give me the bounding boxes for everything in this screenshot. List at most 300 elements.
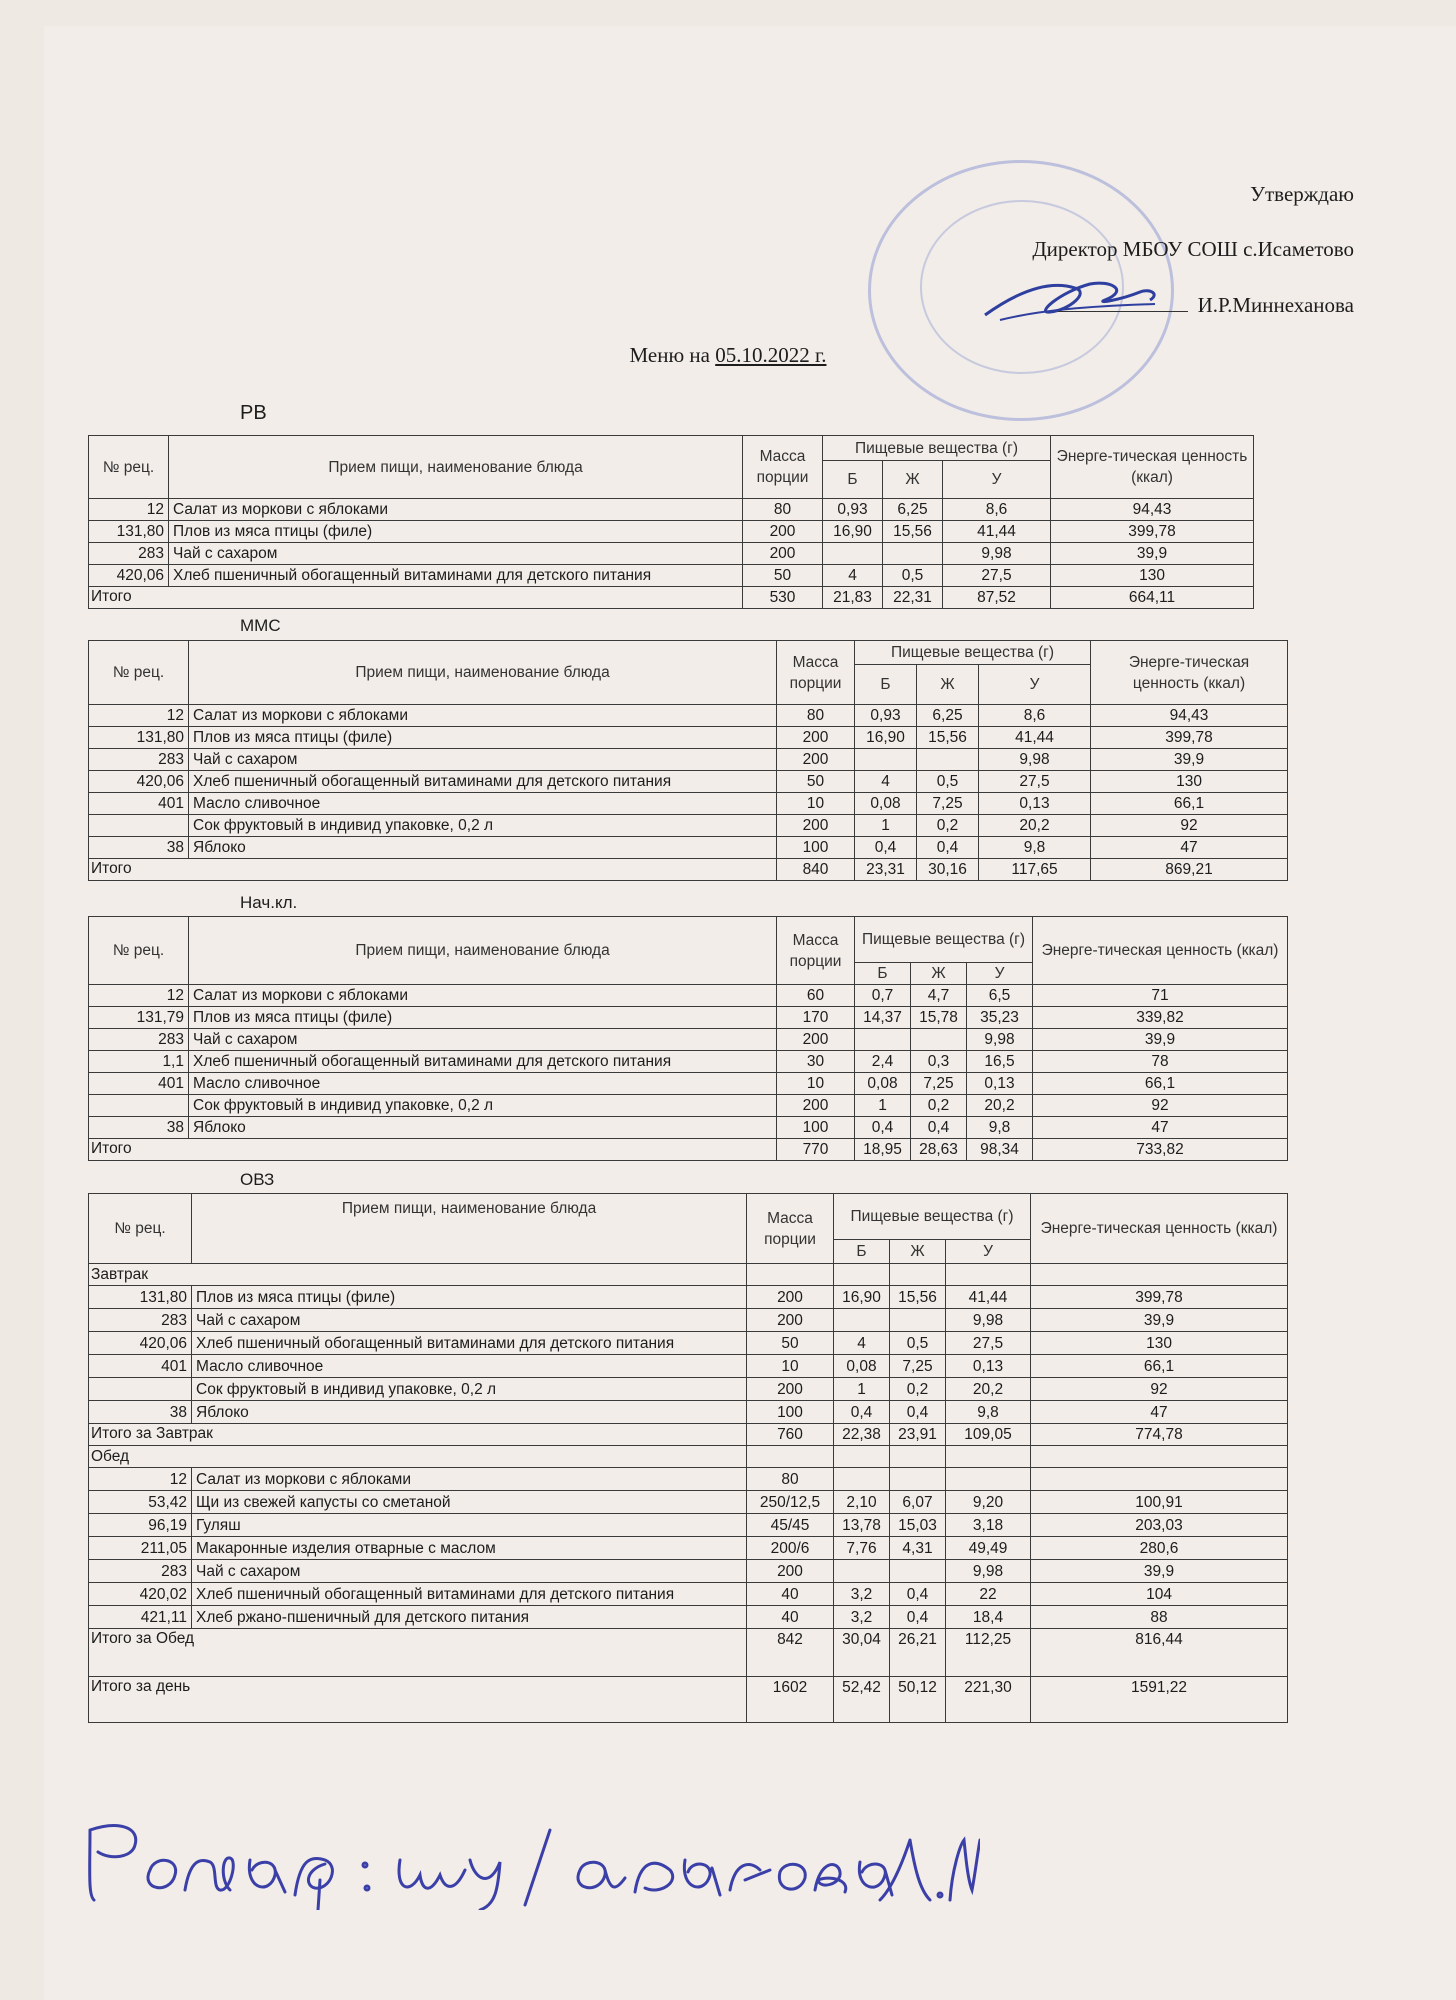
header-dish: Прием пищи, наименование блюда (189, 641, 777, 705)
approval-position: Директор МБОУ СОШ с.Исаметово (1032, 237, 1354, 261)
carbs-cell: 9,98 (946, 1560, 1031, 1583)
energy-cell: 92 (1031, 1378, 1288, 1401)
dish-name-cell: Чай с сахаром (192, 1560, 747, 1583)
protein-cell (855, 1029, 911, 1051)
total-row (89, 1629, 1288, 1677)
total-fat-cell: 26,21 (890, 1629, 946, 1677)
total-mass-cell: 842 (747, 1629, 834, 1677)
carbs-cell: 20,2 (946, 1378, 1031, 1401)
protein-cell: 0,4 (834, 1401, 890, 1424)
table-row (89, 1355, 1288, 1378)
total-label-cell: Итого за день (89, 1677, 747, 1723)
table-row (89, 1583, 1288, 1606)
recipe-number-cell: 420,06 (89, 565, 169, 587)
recipe-number-cell: 12 (89, 1468, 192, 1491)
table-row (89, 499, 1254, 521)
protein-cell: 14,37 (855, 1007, 911, 1029)
header-nutrients: Пищевые вещества (г) (823, 436, 1051, 461)
portion-mass-cell: 200 (777, 1095, 855, 1117)
header-b: Б (855, 665, 917, 705)
portion-mass-cell: 100 (777, 1117, 855, 1139)
menu-title (0, 343, 1456, 368)
fat-cell (890, 1309, 946, 1332)
header-mass: Масса порции (743, 436, 823, 499)
protein-cell (834, 1468, 890, 1491)
carbs-cell (946, 1468, 1031, 1491)
recipe-number-cell (89, 1095, 189, 1117)
energy-cell: 78 (1033, 1051, 1288, 1073)
director-name: И.Р.Миннеханова (1197, 293, 1354, 317)
energy-cell: 66,1 (1031, 1355, 1288, 1378)
carbs-cell: 27,5 (979, 771, 1091, 793)
table-row (89, 1514, 1288, 1537)
protein-cell: 1 (855, 1095, 911, 1117)
header-energy: Энерге-тическая ценность (ккал) (1031, 1194, 1288, 1264)
carbs-cell: 27,5 (946, 1332, 1031, 1355)
menu-table-rv (88, 435, 1254, 609)
fat-cell: 7,25 (911, 1073, 967, 1095)
table-row (89, 815, 1288, 837)
header-no: № рец. (89, 917, 189, 985)
table-row (89, 1095, 1288, 1117)
fat-cell (911, 1029, 967, 1051)
header-energy: Энерге-тическая ценность (ккал) (1051, 436, 1254, 499)
section-label-mms: ММС (240, 616, 281, 635)
carbs-cell: 8,6 (979, 705, 1091, 727)
carbs-cell: 18,4 (946, 1606, 1031, 1629)
protein-cell: 3,2 (834, 1583, 890, 1606)
recipe-number-cell: 38 (89, 1117, 189, 1139)
header-b: Б (823, 461, 883, 499)
portion-mass-cell: 200 (747, 1309, 834, 1332)
recipe-number-cell (89, 815, 189, 837)
table-row (89, 1073, 1288, 1095)
empty-cell (946, 1264, 1031, 1286)
dish-name-cell: Чай с сахаром (169, 543, 743, 565)
dish-name-cell: Хлеб пшеничный обогащенный витаминами для детского питания (192, 1583, 747, 1606)
carbs-cell: 9,8 (979, 837, 1091, 859)
energy-cell: 130 (1091, 771, 1288, 793)
protein-cell: 1 (834, 1378, 890, 1401)
fat-cell: 15,56 (917, 727, 979, 749)
protein-cell: 13,78 (834, 1514, 890, 1537)
fat-cell: 7,25 (917, 793, 979, 815)
cook-handwritten-signature (80, 1800, 980, 1910)
total-row (89, 859, 1288, 881)
dish-name-cell: Хлеб ржано-пшеничный для детского питания (192, 1606, 747, 1629)
total-protein-cell: 18,95 (855, 1139, 911, 1161)
protein-cell: 2,10 (834, 1491, 890, 1514)
dish-name-cell: Чай с сахаром (189, 1029, 777, 1051)
protein-cell: 16,90 (823, 521, 883, 543)
table-row (89, 1117, 1288, 1139)
portion-mass-cell: 100 (777, 837, 855, 859)
dish-name-cell: Плов из мяса птицы (филе) (189, 1007, 777, 1029)
recipe-number-cell: 283 (89, 1560, 192, 1583)
total-mass-cell: 770 (777, 1139, 855, 1161)
protein-cell: 3,2 (834, 1606, 890, 1629)
fat-cell (917, 749, 979, 771)
carbs-cell: 41,44 (943, 521, 1051, 543)
fat-cell: 0,5 (890, 1332, 946, 1355)
fat-cell: 0,4 (890, 1606, 946, 1629)
header-no: № рец. (89, 641, 189, 705)
energy-cell: 39,9 (1031, 1309, 1288, 1332)
empty-cell (1031, 1264, 1288, 1286)
total-mass-cell: 760 (747, 1424, 834, 1446)
carbs-cell: 9,8 (946, 1401, 1031, 1424)
energy-cell: 47 (1031, 1401, 1288, 1424)
portion-mass-cell: 40 (747, 1583, 834, 1606)
table-row (89, 1491, 1288, 1514)
header-mass: Масса порции (747, 1194, 834, 1264)
total-fat-cell: 50,12 (890, 1677, 946, 1723)
energy-cell: 39,9 (1031, 1560, 1288, 1583)
energy-cell: 94,43 (1051, 499, 1254, 521)
recipe-number-cell: 401 (89, 1073, 189, 1095)
dish-name-cell: Хлеб пшеничный обогащенный витаминами для детского питания (189, 1051, 777, 1073)
dish-name-cell: Чай с сахаром (189, 749, 777, 771)
carbs-cell: 3,18 (946, 1514, 1031, 1537)
portion-mass-cell: 200/6 (747, 1537, 834, 1560)
portion-mass-cell: 200 (777, 1029, 855, 1051)
portion-mass-cell: 200 (747, 1560, 834, 1583)
carbs-cell: 41,44 (979, 727, 1091, 749)
dish-name-cell: Масло сливочное (189, 1073, 777, 1095)
portion-mass-cell: 200 (747, 1378, 834, 1401)
total-protein-cell: 52,42 (834, 1677, 890, 1723)
energy-cell: 100,91 (1031, 1491, 1288, 1514)
empty-cell (890, 1264, 946, 1286)
portion-mass-cell: 30 (777, 1051, 855, 1073)
header-u: У (943, 461, 1051, 499)
empty-cell (834, 1264, 890, 1286)
dish-name-cell: Яблоко (189, 837, 777, 859)
header-energy: Энерге-тическая ценность (ккал) (1033, 917, 1288, 985)
carbs-cell: 0,13 (946, 1355, 1031, 1378)
carbs-cell: 22 (946, 1583, 1031, 1606)
recipe-number-cell: 283 (89, 749, 189, 771)
recipe-number-cell: 421,11 (89, 1606, 192, 1629)
portion-mass-cell: 40 (747, 1606, 834, 1629)
fat-cell: 7,25 (890, 1355, 946, 1378)
portion-mass-cell: 250/12,5 (747, 1491, 834, 1514)
protein-cell: 1 (855, 815, 917, 837)
dish-name-cell: Плов из мяса птицы (филе) (192, 1286, 747, 1309)
header-nutrients: Пищевые вещества (г) (855, 641, 1091, 665)
table-row (89, 1051, 1288, 1073)
energy-cell: 92 (1091, 815, 1288, 837)
carbs-cell: 9,98 (946, 1309, 1031, 1332)
total-fat-cell: 30,16 (917, 859, 979, 881)
header-zh: Ж (890, 1240, 946, 1264)
energy-cell: 94,43 (1091, 705, 1288, 727)
total-label-cell: Итого за Завтрак (89, 1424, 747, 1446)
table-row (89, 543, 1254, 565)
fat-cell: 0,2 (917, 815, 979, 837)
header-b: Б (834, 1240, 890, 1264)
portion-mass-cell: 50 (743, 565, 823, 587)
total-mass-cell: 530 (743, 587, 823, 609)
recipe-number-cell: 131,80 (89, 727, 189, 749)
protein-cell: 4 (823, 565, 883, 587)
empty-cell (946, 1446, 1031, 1468)
carbs-cell: 49,49 (946, 1537, 1031, 1560)
protein-cell: 0,08 (855, 1073, 911, 1095)
total-row (89, 1139, 1288, 1161)
portion-mass-cell: 60 (777, 985, 855, 1007)
dish-name-cell: Сок фруктовый в индивид упаковке, 0,2 л (189, 815, 777, 837)
total-protein-cell: 30,04 (834, 1629, 890, 1677)
energy-cell: 130 (1051, 565, 1254, 587)
protein-cell: 16,90 (834, 1286, 890, 1309)
protein-cell: 2,4 (855, 1051, 911, 1073)
header-u: У (967, 963, 1033, 985)
table-row (89, 1286, 1288, 1309)
protein-cell: 0,4 (855, 837, 917, 859)
section-label-rv: РВ (240, 402, 267, 424)
empty-cell (1031, 1446, 1288, 1468)
energy-cell: 203,03 (1031, 1514, 1288, 1537)
dish-name-cell: Яблоко (189, 1117, 777, 1139)
dish-name-cell: Яблоко (192, 1401, 747, 1424)
energy-cell: 88 (1031, 1606, 1288, 1629)
protein-cell: 4 (834, 1332, 890, 1355)
carbs-cell: 9,8 (967, 1117, 1033, 1139)
table-row (89, 1309, 1288, 1332)
table-row (89, 1007, 1288, 1029)
table-row (89, 793, 1288, 815)
total-fat-cell: 22,31 (883, 587, 943, 609)
dish-name-cell: Плов из мяса птицы (филе) (189, 727, 777, 749)
portion-mass-cell: 200 (777, 815, 855, 837)
menu-date: 05.10.2022 г. (715, 343, 827, 367)
energy-cell: 66,1 (1091, 793, 1288, 815)
recipe-number-cell: 38 (89, 1401, 192, 1424)
total-energy-cell: 664,11 (1051, 587, 1254, 609)
carbs-cell: 9,98 (979, 749, 1091, 771)
recipe-number-cell: 283 (89, 1309, 192, 1332)
approval-title: Утверждаю (1250, 182, 1354, 206)
header-nutrients: Пищевые вещества (г) (834, 1194, 1031, 1240)
header-no: № рец. (89, 1194, 192, 1264)
table-row (89, 727, 1288, 749)
approval-signature-line (1058, 293, 1354, 318)
fat-cell: 0,5 (917, 771, 979, 793)
energy-cell: 71 (1033, 985, 1288, 1007)
meal-subheader-row (89, 1446, 1288, 1468)
table-row (89, 521, 1254, 543)
protein-cell (823, 543, 883, 565)
recipe-number-cell: 1,1 (89, 1051, 189, 1073)
recipe-number-cell: 53,42 (89, 1491, 192, 1514)
header-energy: Энерге-тическая ценность (ккал) (1091, 641, 1288, 705)
protein-cell: 0,08 (855, 793, 917, 815)
total-carbs-cell: 221,30 (946, 1677, 1031, 1723)
total-carbs-cell: 98,34 (967, 1139, 1033, 1161)
carbs-cell: 9,98 (943, 543, 1051, 565)
recipe-number-cell: 131,80 (89, 521, 169, 543)
portion-mass-cell: 10 (777, 793, 855, 815)
portion-mass-cell: 100 (747, 1401, 834, 1424)
fat-cell: 15,56 (883, 521, 943, 543)
total-row (89, 1424, 1288, 1446)
energy-cell: 399,78 (1051, 521, 1254, 543)
header-dish: Прием пищи, наименование блюда (189, 917, 777, 985)
dish-name-cell: Гуляш (192, 1514, 747, 1537)
carbs-cell: 20,2 (979, 815, 1091, 837)
energy-cell: 92 (1033, 1095, 1288, 1117)
recipe-number-cell: 12 (89, 499, 169, 521)
table-row (89, 565, 1254, 587)
protein-cell (834, 1309, 890, 1332)
dish-name-cell: Хлеб пшеничный обогащенный витаминами для детского питания (169, 565, 743, 587)
fat-cell: 15,56 (890, 1286, 946, 1309)
header-u: У (979, 665, 1091, 705)
header-zh: Ж (917, 665, 979, 705)
fat-cell: 15,78 (911, 1007, 967, 1029)
energy-cell: 104 (1031, 1583, 1288, 1606)
dish-name-cell: Салат из моркови с яблоками (189, 985, 777, 1007)
portion-mass-cell: 50 (747, 1332, 834, 1355)
portion-mass-cell: 170 (777, 1007, 855, 1029)
dish-name-cell: Салат из моркови с яблоками (169, 499, 743, 521)
energy-cell: 130 (1031, 1332, 1288, 1355)
total-fat-cell: 23,91 (890, 1424, 946, 1446)
dish-name-cell: Макаронные изделия отварные с маслом (192, 1537, 747, 1560)
energy-cell: 399,78 (1031, 1286, 1288, 1309)
energy-cell: 66,1 (1033, 1073, 1288, 1095)
dish-name-cell: Сок фруктовый в индивид упаковке, 0,2 л (189, 1095, 777, 1117)
dish-name-cell: Чай с сахаром (192, 1309, 747, 1332)
recipe-number-cell: 211,05 (89, 1537, 192, 1560)
table-row (89, 1560, 1288, 1583)
menu-table-nachkl (88, 916, 1288, 1161)
header-dish: Прием пищи, наименование блюда (169, 436, 743, 499)
empty-cell (890, 1446, 946, 1468)
carbs-cell: 9,20 (946, 1491, 1031, 1514)
total-mass-cell: 840 (777, 859, 855, 881)
total-label-cell: Итого за Обед (89, 1629, 747, 1677)
portion-mass-cell: 80 (743, 499, 823, 521)
table-row (89, 1378, 1288, 1401)
recipe-number-cell: 12 (89, 705, 189, 727)
carbs-cell: 35,23 (967, 1007, 1033, 1029)
recipe-number-cell: 420,06 (89, 771, 189, 793)
protein-cell (834, 1560, 890, 1583)
fat-cell: 0,2 (911, 1095, 967, 1117)
carbs-cell: 41,44 (946, 1286, 1031, 1309)
recipe-number-cell: 401 (89, 793, 189, 815)
total-mass-cell: 1602 (747, 1677, 834, 1723)
fat-cell: 4,31 (890, 1537, 946, 1560)
recipe-number-cell: 420,06 (89, 1332, 192, 1355)
recipe-number-cell: 401 (89, 1355, 192, 1378)
portion-mass-cell: 50 (777, 771, 855, 793)
carbs-cell: 0,13 (979, 793, 1091, 815)
signature-underline (1058, 311, 1188, 312)
breakfast-label: Завтрак (89, 1264, 747, 1286)
carbs-cell: 9,98 (967, 1029, 1033, 1051)
energy-cell: 47 (1091, 837, 1288, 859)
protein-cell: 16,90 (855, 727, 917, 749)
recipe-number-cell: 12 (89, 985, 189, 1007)
menu-title-prefix: Меню на (629, 343, 716, 367)
table-row (89, 771, 1288, 793)
table-row (89, 705, 1288, 727)
section-label-nachkl: Нач.кл. (240, 893, 298, 912)
total-protein-cell: 22,38 (834, 1424, 890, 1446)
portion-mass-cell: 45/45 (747, 1514, 834, 1537)
carbs-cell: 6,5 (967, 985, 1033, 1007)
fat-cell: 6,25 (917, 705, 979, 727)
fat-cell (883, 543, 943, 565)
fat-cell (890, 1468, 946, 1491)
total-protein-cell: 23,31 (855, 859, 917, 881)
fat-cell: 0,4 (917, 837, 979, 859)
protein-cell: 0,7 (855, 985, 911, 1007)
protein-cell: 0,08 (834, 1355, 890, 1378)
carbs-cell: 8,6 (943, 499, 1051, 521)
total-carbs-cell: 112,25 (946, 1629, 1031, 1677)
header-nutrients: Пищевые вещества (г) (855, 917, 1033, 963)
protein-cell: 0,4 (855, 1117, 911, 1139)
header-dish: Прием пищи, наименование блюда (192, 1194, 747, 1264)
total-energy-cell: 816,44 (1031, 1629, 1288, 1677)
empty-cell (747, 1446, 834, 1468)
energy-cell: 39,9 (1033, 1029, 1288, 1051)
portion-mass-cell: 80 (777, 705, 855, 727)
fat-cell: 0,4 (890, 1401, 946, 1424)
dish-name-cell: Салат из моркови с яблоками (192, 1468, 747, 1491)
dish-name-cell: Масло сливочное (189, 793, 777, 815)
total-label-cell: Итого (89, 859, 777, 881)
portion-mass-cell: 200 (777, 749, 855, 771)
carbs-cell: 27,5 (943, 565, 1051, 587)
dish-name-cell: Сок фруктовый в индивид упаковке, 0,2 л (192, 1378, 747, 1401)
total-carbs-cell: 117,65 (979, 859, 1091, 881)
energy-cell: 280,6 (1031, 1537, 1288, 1560)
carbs-cell: 16,5 (967, 1051, 1033, 1073)
dish-name-cell: Плов из мяса птицы (филе) (169, 521, 743, 543)
table-row (89, 749, 1288, 771)
portion-mass-cell: 200 (743, 521, 823, 543)
table-row (89, 1029, 1288, 1051)
total-protein-cell: 21,83 (823, 587, 883, 609)
table-row (89, 1401, 1288, 1424)
protein-cell: 4 (855, 771, 917, 793)
energy-cell: 39,9 (1091, 749, 1288, 771)
fat-cell: 0,3 (911, 1051, 967, 1073)
fat-cell: 4,7 (911, 985, 967, 1007)
total-energy-cell: 1591,22 (1031, 1677, 1288, 1723)
total-label-cell: Итого (89, 1139, 777, 1161)
protein-cell: 0,93 (855, 705, 917, 727)
fat-cell: 0,4 (890, 1583, 946, 1606)
total-energy-cell: 774,78 (1031, 1424, 1288, 1446)
header-u: У (946, 1240, 1031, 1264)
lunch-label: Обед (89, 1446, 747, 1468)
recipe-number-cell: 131,80 (89, 1286, 192, 1309)
fat-cell: 15,03 (890, 1514, 946, 1537)
dish-name-cell: Масло сливочное (192, 1355, 747, 1378)
total-energy-cell: 869,21 (1091, 859, 1288, 881)
table-row (89, 1332, 1288, 1355)
fat-cell (890, 1560, 946, 1583)
table-row (89, 985, 1288, 1007)
table-row (89, 837, 1288, 859)
portion-mass-cell: 200 (777, 727, 855, 749)
